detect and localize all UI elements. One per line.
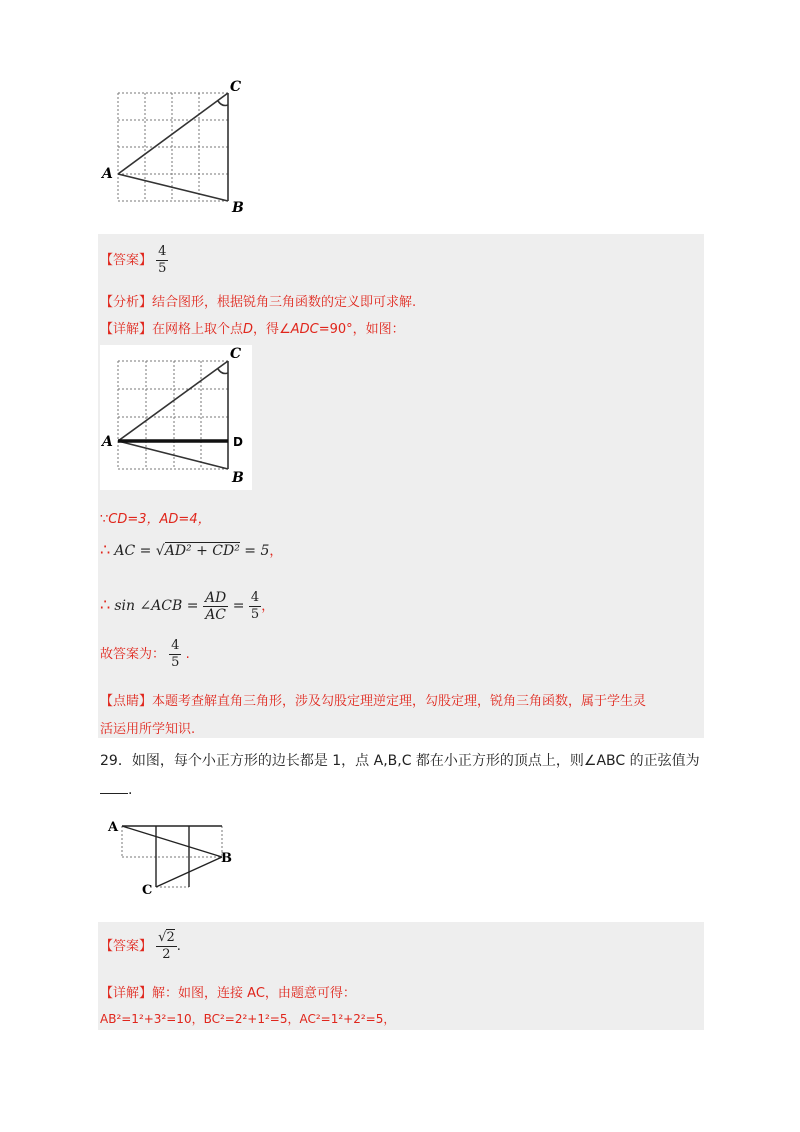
label-c: C — [142, 883, 153, 898]
label-a: A — [102, 434, 113, 450]
answer-tag: 【答案】 — [100, 939, 153, 954]
answer-fraction: $\frac{4}{5}$ — [158, 244, 167, 276]
comment-line-1: 【点睛】本题考查解直角三角形，涉及勾股定理逆定理，勾股定理，锐角三角函数，属于学生灵 — [100, 694, 647, 709]
label-b: B — [221, 851, 232, 866]
label-a: A — [108, 820, 119, 835]
question-29: 29．如图，每个小正方形的边长都是 1，点 A,B,C 都在小正方形的顶点上，则∠ABC 的正弦值为 — [100, 753, 700, 769]
analysis-tag: 【分析】 — [100, 295, 153, 310]
detail-tag: 【详解】 — [100, 322, 153, 337]
figure-triangle-abc-1 — [100, 75, 260, 215]
detail-line-1: 【详解】在网格上取个点D，得∠ADC=90°，如图： — [100, 322, 405, 337]
label-d: D — [233, 435, 243, 449]
label-b: B — [232, 470, 244, 486]
label-a: A — [102, 166, 113, 182]
comment-tag: 【点睛】 — [100, 694, 153, 709]
answer-line-3: 【答案】 $\frac{√2}{2}$ . — [100, 930, 181, 962]
equation-line-3: AB²=1²+3²=10，BC²=2²+1²=5，AC²=1²+2²=5， — [100, 1012, 396, 1026]
comment-line-2: 活运用所学知识. — [100, 722, 196, 737]
analysis-line — [100, 291, 416, 310]
because-line: ∵CD=3，AD=4， — [100, 512, 211, 527]
label-c: C — [230, 79, 242, 95]
figure-triangle-abc-3 — [100, 815, 240, 900]
label-b: B — [232, 200, 244, 215]
equation-sin: ∴ sin ∠ACB = $\frac{AD}{AC}$ = $\frac{4}{5}$ ， — [100, 590, 275, 623]
detail-tag: 【详解】 — [100, 986, 153, 1001]
final-answer-line: 故答案为： $\frac{4}{5}$ . — [100, 638, 190, 670]
answer-line-1 — [100, 244, 168, 277]
question-29-blank: . — [100, 782, 132, 798]
detail-line-3: 【详解】解：如图，连接 AC，由题意可得： — [100, 986, 356, 1001]
equation-ac: ∴ AC = √AD² + CD² = 5， — [100, 540, 283, 559]
answer-fraction: $\frac{√2}{2}$ — [158, 930, 175, 962]
analysis-text: 结合图形，根据锐角三角函数的定义即可求解. — [152, 295, 417, 310]
label-c: C — [230, 346, 242, 362]
answer-tag: 【答案】 — [100, 253, 153, 268]
figure-triangle-abc-2 — [100, 345, 252, 490]
